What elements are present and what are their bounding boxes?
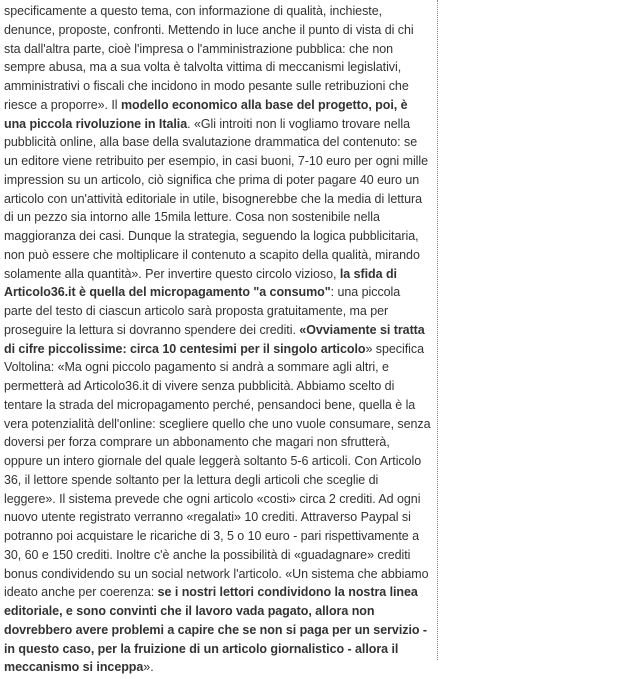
text-segment: : una piccola parte del testo di ciascun articolo sarà proposta gratuitamente, ma per proseguire la lettura si dovranno spendere dei crediti.: [4, 285, 401, 337]
text-segment: » specifica Voltolina: «Ma ogni piccolo pagamento si andrà a sommare agli altri, e permetterà ad Articolo36.it di vivere senza pubblicità. Abbiamo scelto di tentare la strada del micropagamento perché, pensandoci bene, quella è la vera potenzialità dell'online: scegliere quello che uno vuole consumare, senza doversi per forza comprare un abbonamento che magari non sfrutterà, oppure un intero giornale del quale leggerà soltanto 5-6 articoli. Con Articolo 36, il lettore spende soltanto per la lettura degli articoli che sceglie di leggere». Il sistema prevede che ogni articolo «costi» circa 2 crediti. Ad ogni nuovo utente registrato verranno «regalati» 10 crediti. Attraverso Paypal si potranno poi acquistare le ricariche di 3, 5 o 10 euro - pari rispettivamente a 30, 60 e 150 crediti. Inoltre c'è anche la possibilità di «guadagnare» crediti bonus condividendo su un social network l'articolo. «Un sistema che abbiamo ideato anche per coerenza:: [4, 341, 431, 600]
bold-text-segment: «Ovviamente si tratta di cifre piccolissime: circa 10 centesimi per il singolo articolo: [4, 322, 425, 356]
text-segment: specificamente a questo tema, con informazione di qualità, inchieste, denunce, proposte, confronti. Mettendo in luce anche il punto di vista di chi sta dall'altra parte, cioè l'impresa o l'amministrazione pubblica: che non sempre abusa, ma a sua volta è talvolta vittima di meccanismi legislativi, amministrativi o fiscali che incidono in modo pesante sulle retribuzioni che riesce a proporre». Il: [4, 4, 414, 112]
text-segment: . «Gli introiti non li vogliamo trovare nella pubblicità online, alla base della svalutazione drammatica del contenuto: se un editore viene retribuito per esempio, in casi buoni, 7-10 euro per ogni mille impression su un articolo, ciò significa che prima di poter pagare 40 euro un articolo con un'attività editoriale in utile, bisognerebbe che la media di lettura di un pezzo sia intorno alle 15mila letture. Cosa non sostenibile nella maggioranza dei casi. Dunque la strategia, seguendo la logica pubblicitaria, non può essere che moltiplicare il contenuto a scapito della qualità, mirando solamente alla quantità». Per invertire questo circolo vizioso,: [4, 116, 429, 281]
bold-text-segment: modello economico alla base del progetto, poi, è una piccola rivoluzione in Italia: [4, 97, 408, 131]
bold-text-segment: la sfida di Articolo36.it è quella del micropagamento "a consumo": [4, 266, 397, 300]
article-paragraph: [4, 2, 431, 677]
bold-text-segment: se i nostri lettori condividono la nostra linea editoriale, e sono convinti che il lavoro vada pagato, allora non dovrebbero avere problemi a capire che se non si paga per un servizio - in questo caso, per la fruizione di un articolo giornalistico - allora il meccanismo si inceppa: [4, 585, 427, 675]
text-segment: ».: [143, 660, 154, 675]
column-divider: [437, 0, 438, 660]
article-column: [4, 0, 431, 677]
